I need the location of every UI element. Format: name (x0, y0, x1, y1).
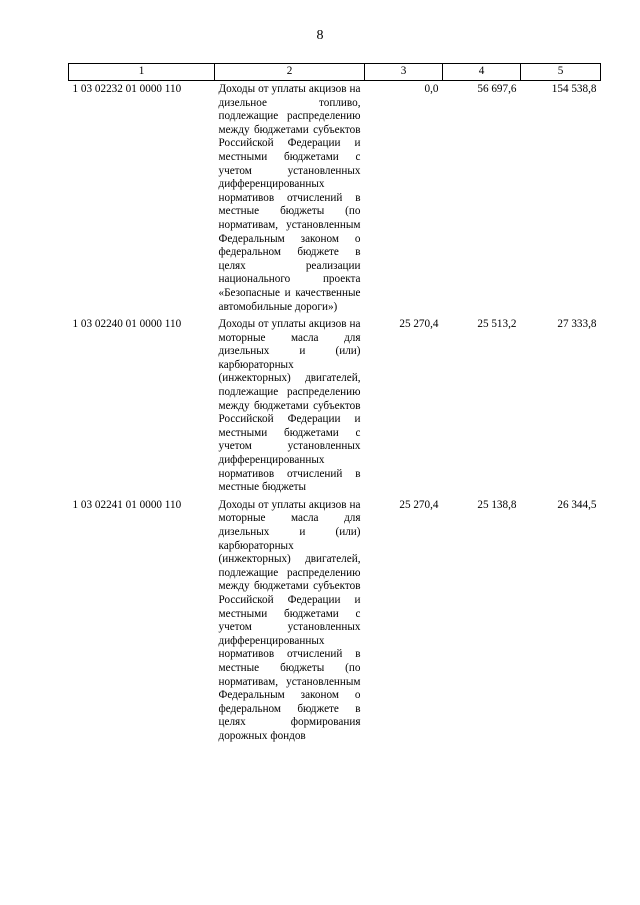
amount-col4: 56 697,6 (477, 83, 517, 95)
revenue-description: Доходы от уплаты акцизов на дизельное топливо, подлежащие распределению между бюджетами субъектов Российской Федерации и местными бюджетами с учетом установленных дифференцированных нормативов отчислений в местные бюджеты (по нормативам, установленным Федеральным законом о федеральном бюджете в целях реализации национального проекта «Безопасные и качественные автомобильные дороги») (218, 83, 361, 313)
amount-col4: 25 513,2 (477, 318, 517, 331)
column-header-1: 1 (69, 64, 215, 81)
column-header-5: 5 (521, 64, 601, 81)
table-row (69, 81, 601, 317)
amount-col5: 26 344,5 (557, 498, 597, 511)
revenue-description: Доходы от уплаты акцизов на моторные масла для дизельных и (или) карбюраторных (инжекторных) двигателей, подлежащие распределению между бюджетами субъектов Российской Федерации и местными бюджетами с учетом установленных дифференцированных нормативов отчислений в местные бюджеты (218, 318, 361, 494)
page-number: 8 (316, 28, 324, 43)
column-header-4: 4 (443, 64, 521, 81)
amount-col5: 27 333,8 (557, 318, 597, 331)
table-header-row (69, 64, 601, 81)
revenue-description: Доходы от уплаты акцизов на моторные масла для дизельных и (или) карбюраторных (инжекторных) двигателей, подлежащие распределению между бюджетами субъектов Российской Федерации и местными бюджетами с учетом установленных дифференцированных нормативов отчислений в местные бюджеты (по нормативам, установленным Федеральным законом о федеральном бюджете в целях формирования дорожных фондов (218, 498, 361, 742)
table-row (69, 316, 601, 497)
amount-col5: 154 538,8 (551, 83, 597, 95)
budget-code: 1 03 02240 01 0000 110 (72, 318, 182, 331)
amount-col3: 0,0 (424, 83, 439, 95)
revenue-table (68, 63, 601, 746)
column-header-2: 2 (215, 64, 365, 81)
budget-code: 1 03 02241 01 0000 110 (72, 498, 182, 511)
amount-col3: 25 270,4 (399, 498, 439, 511)
column-header-3: 3 (365, 64, 443, 81)
budget-code: 1 03 02232 01 0000 110 (72, 83, 182, 95)
table-row (69, 497, 601, 746)
amount-col4: 25 138,8 (477, 498, 517, 511)
amount-col3: 25 270,4 (399, 318, 439, 331)
